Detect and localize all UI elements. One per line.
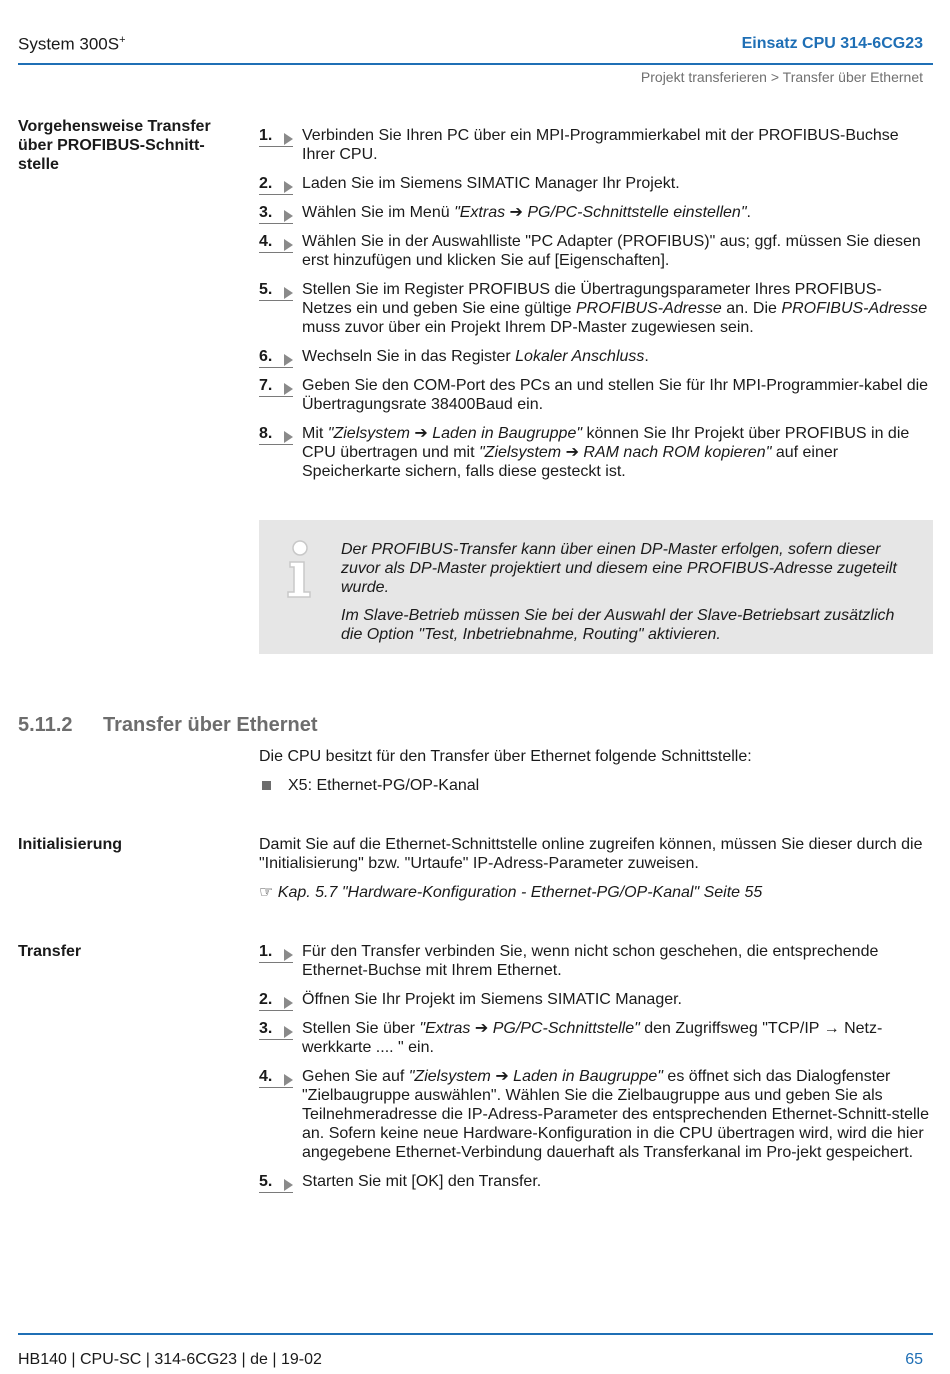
term: Lokaler Anschluss [515, 348, 645, 365]
init-heading: Initialisierung [18, 836, 123, 853]
menu-path: "Zielsystem ➔ Laden in Baugruppe" [408, 1068, 663, 1085]
step-text-part: den Zugriffsweg "TCP/IP → Netz-werkkarte .... " ein. [302, 1020, 883, 1056]
list-item [259, 776, 931, 795]
step-text: Starten Sie mit [OK] den Transfer. [302, 1173, 542, 1190]
step-text-part: an. Die [721, 300, 782, 317]
menu-path: "Extras ➔ PG/PC-Schnittstelle einstellen" [454, 204, 747, 221]
step-text-part: es öffnet sich das Dialogfenster "Zielbaugruppe auswählen". Wählen Sie die Zielbaugruppe aus und geben Sie als Teilnehmeradresse die IP-Adress-Parameter des entsprechenden Ethernet-Schnitt-stelle an. Sofern keine neue Hardware-Konfiguration in die CPU übertragen wird, wird die hier angegebene Ethernet-Verbindung dauerhaft als Transferkanal im Pro-jekt gespeichert. [302, 1068, 929, 1161]
step-text-part: Stellen Sie im Register PROFIBUS die Übertragungsparameter Ihres PROFIBUS-Netzes ein und geben Sie eine gültige [302, 281, 882, 317]
term: PROFIBUS-Adresse [781, 300, 928, 317]
step-text: Öffnen Sie Ihr Projekt im Siemens SIMATIC Manager. [302, 991, 682, 1008]
list-item [259, 1172, 931, 1191]
menu-path: "Zielsystem ➔ Laden in Baugruppe" [327, 425, 583, 442]
step-number: 2. [259, 174, 293, 193]
profibus-steps [259, 126, 931, 491]
init-block [259, 835, 931, 902]
menu-path: "Zielsystem ➔ RAM nach ROM kopieren" [478, 444, 772, 461]
breadcrumb: Projekt transferieren > Transfer über Ethernet [640, 69, 923, 85]
step-text [302, 1067, 931, 1162]
list-item [259, 232, 931, 270]
step-text [302, 347, 931, 366]
bullet-text: X5: Ethernet-PG/OP-Kanal [288, 777, 480, 794]
info-note [259, 520, 933, 654]
list-item [259, 1019, 931, 1057]
step-number: 7. [259, 376, 293, 395]
transfer-steps [259, 942, 931, 1201]
list-item [259, 376, 931, 414]
info-icon [284, 540, 316, 600]
step-text [302, 1019, 931, 1057]
section-intro: Die CPU besitzt für den Transfer über Ethernet folgende Schnittstelle: [259, 748, 752, 765]
page-number: 65 [905, 1351, 923, 1368]
step-number: 5. [259, 1172, 293, 1191]
step-text: Geben Sie den COM-Port des PCs an und stellen Sie für Ihr MPI-Programmier-kabel die Übertragungsrate 38400Baud ein. [302, 377, 929, 413]
init-text: Damit Sie auf die Ethernet-Schnittstelle online zugreifen können, müssen Sie dieser durch die "Initialisierung" bzw. "Urtaufe" IP-Adress-Parameter zuweisen. [259, 836, 923, 872]
step-number: 1. [259, 942, 293, 961]
footer-rule [18, 1333, 933, 1335]
step-text-part: Wechseln Sie in das Register [302, 348, 516, 365]
cross-reference-text: Kap. 5.7 "Hardware-Konfiguration - Ethernet-PG/OP-Kanal" Seite 55 [277, 884, 763, 901]
note-paragraph: Der PROFIBUS-Transfer kann über einen DP-Master erfolgen, sofern dieser zuvor als DP-Master projektiert und diesem eine PROFIBUS-Adresse zugeteilt wurde. [341, 541, 897, 596]
step-number: 4. [259, 232, 293, 251]
header-chapter-title: Einsatz CPU 314-6CG23 [741, 35, 923, 52]
step-number: 6. [259, 347, 293, 366]
note-paragraph: Im Slave-Betrieb müssen Sie bei der Auswahl der Slave-Betriebsart zusätzlich die Option "Test, Inbetriebnahme, Routing" aktivieren. [341, 607, 895, 643]
list-item [259, 942, 931, 980]
note-text [341, 540, 901, 653]
step-number: 2. [259, 990, 293, 1009]
pointing-hand-icon: ☞ [259, 884, 278, 901]
footer-document-id: HB140 | CPU-SC | 314-6CG23 | de | 19-02 [18, 1351, 322, 1368]
step-text-part: Wählen Sie im Menü [302, 204, 455, 221]
step-text [302, 280, 931, 337]
step-text [302, 424, 931, 481]
step-number: 8. [259, 424, 293, 443]
header-rule [18, 63, 933, 65]
list-item [259, 424, 931, 481]
list-item [259, 126, 931, 164]
transfer-heading: Transfer [18, 943, 82, 960]
list-item [259, 174, 931, 193]
cross-reference-link[interactable] [259, 883, 931, 902]
step-text: Laden Sie im Siemens SIMATIC Manager Ihr Projekt. [302, 175, 680, 192]
step-text: Wählen Sie in der Auswahlliste "PC Adapter (PROFIBUS)" aus; ggf. müssen Sie diesen erst hinzufügen und klicken Sie auf [Eigenschaften]. [302, 233, 921, 269]
step-number: 1. [259, 126, 293, 145]
step-text-part: auf einer Speicherkarte sichern, falls diese gesteckt ist. [302, 444, 839, 480]
section-number: 5.11.2 [18, 714, 73, 736]
step-text-part: muss zuvor über ein Projekt Ihrem DP-Master zugewiesen sein. [302, 319, 754, 336]
step-text [302, 203, 931, 222]
list-item [259, 990, 931, 1009]
section-intro-block [259, 747, 931, 795]
step-text: Verbinden Sie Ihren PC über ein MPI-Programmierkabel mit der PROFIBUS-Buchse Ihrer CPU. [302, 127, 899, 163]
header-product-name: System 300S [18, 34, 120, 54]
menu-path: "Extras ➔ PG/PC-Schnittstelle" [419, 1020, 640, 1037]
header-product-sup: + [119, 34, 126, 46]
list-item [259, 347, 931, 366]
step-text: Für den Transfer verbinden Sie, wenn nicht schon geschehen, die entsprechende Ethernet-Buchse mit Ihrem Ethernet. [302, 943, 879, 979]
list-item [259, 203, 931, 222]
step-text-part: Stellen Sie über [302, 1020, 420, 1037]
profibus-heading: Vorgehensweise Transfer über PROFIBUS-Schnitt-stelle [18, 118, 211, 173]
bullet-square-icon [262, 781, 271, 790]
step-text-part: können Sie Ihr Projekt über PROFIBUS in die CPU übertragen und mit [302, 425, 910, 461]
step-text-part: Gehen Sie auf [302, 1068, 409, 1085]
list-item [259, 280, 931, 337]
step-text-part: . [644, 348, 649, 365]
step-text-part: . [746, 204, 751, 221]
step-number: 5. [259, 280, 293, 299]
list-item [259, 1067, 931, 1162]
term: PROFIBUS-Adresse [575, 300, 722, 317]
step-number: 3. [259, 1019, 293, 1038]
header-product [18, 34, 126, 55]
step-number: 3. [259, 203, 293, 222]
step-number: 4. [259, 1067, 293, 1086]
section-title: Transfer über Ethernet [103, 714, 318, 736]
step-text-part: Mit [302, 425, 328, 442]
